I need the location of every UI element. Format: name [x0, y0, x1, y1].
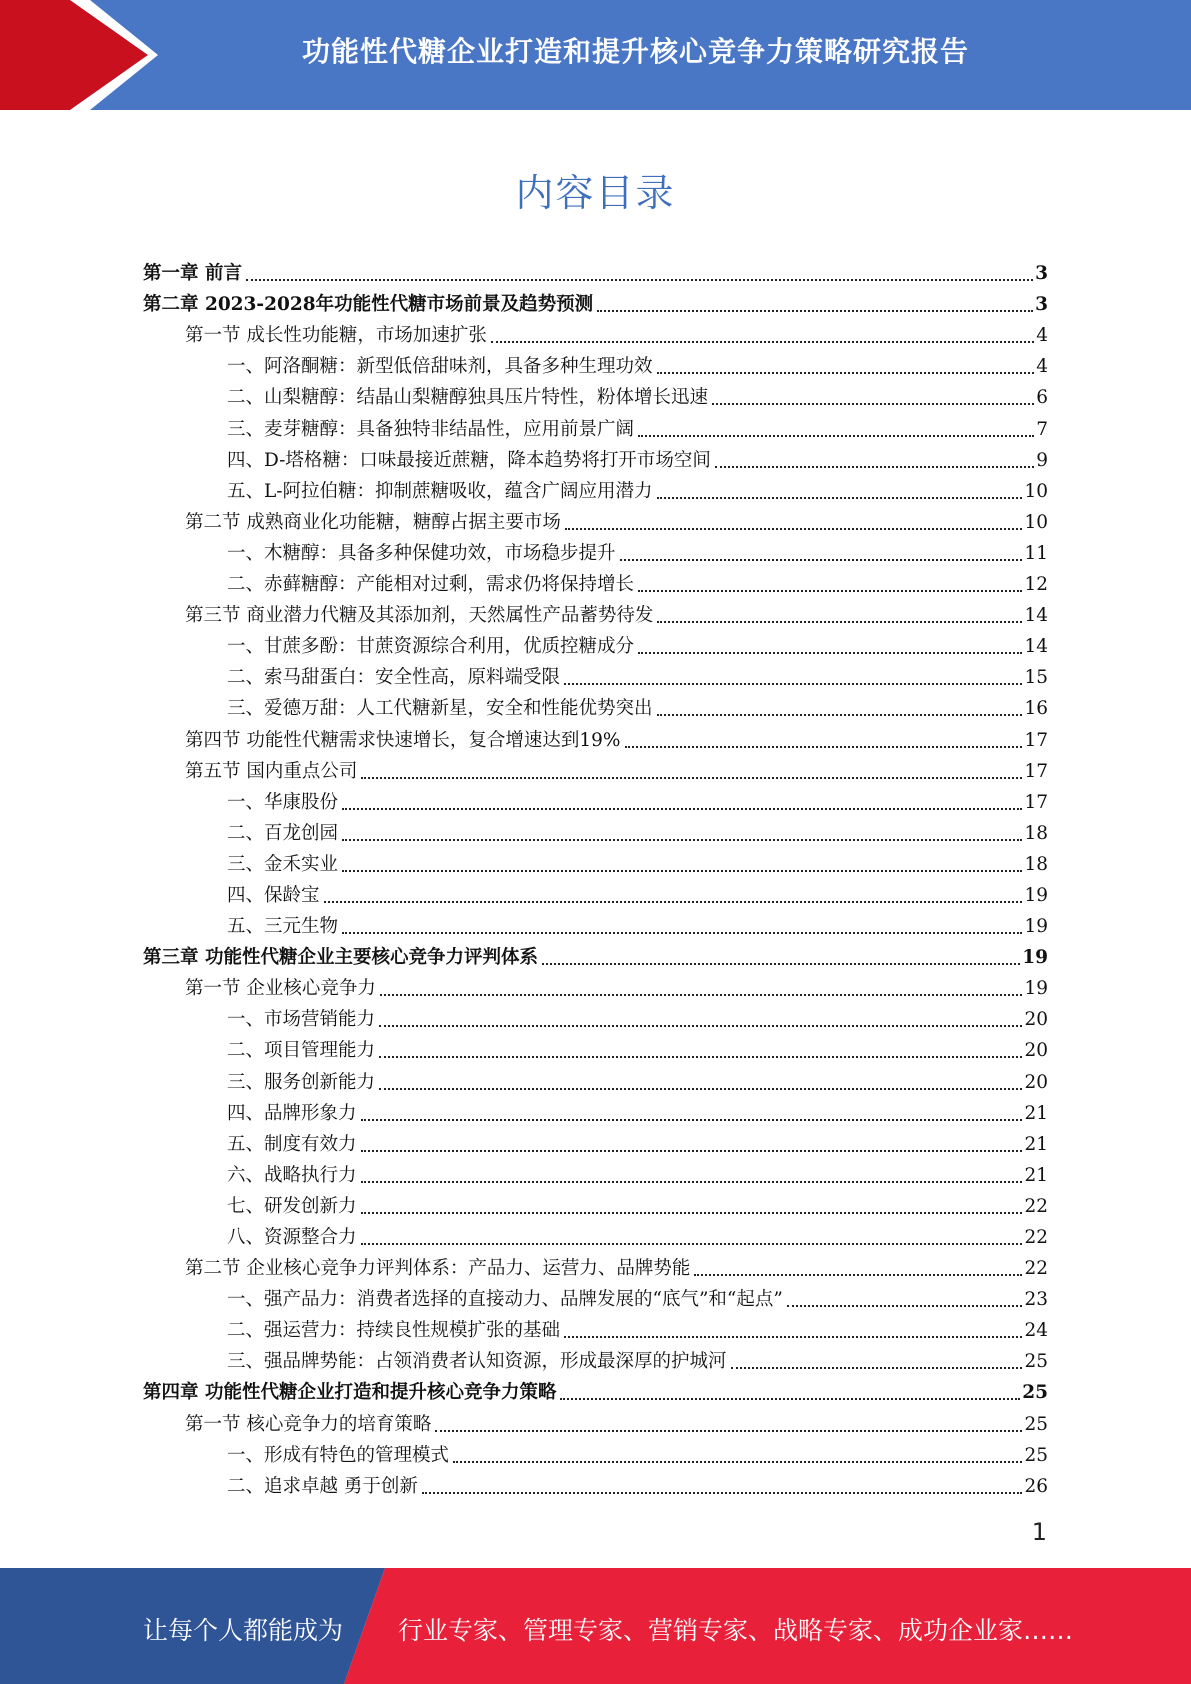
toc-entry-page: 7 [1036, 418, 1048, 440]
toc-entry-label: 三、爱德万甜：人工代糖新星，安全和性能优势突出 [227, 698, 653, 720]
toc-entry-label: 一、甘蔗多酚：甘蔗资源综合利用，优质控糖成分 [227, 636, 635, 658]
toc-entry[interactable] [143, 627, 1048, 658]
dot-leader [694, 1274, 1022, 1276]
toc-entry[interactable] [143, 378, 1048, 409]
toc-entry-label: 第五节 国内重点公司 [185, 760, 358, 782]
toc-entry[interactable] [143, 441, 1048, 472]
toc-entry-label: 一、强产品力：消费者选择的直接动力、品牌发展的“底气”和“起点” [227, 1289, 783, 1311]
dot-leader [342, 808, 1022, 810]
toc-entry-label: 三、麦芽糖醇：具备独特非结晶性，应用前景广阔 [227, 418, 635, 440]
toc-entry-page: 16 [1024, 698, 1048, 720]
toc-entry-page: 17 [1024, 791, 1048, 813]
toc-entry[interactable] [143, 969, 1048, 1000]
dot-leader [638, 652, 1022, 654]
dot-leader [657, 497, 1023, 499]
toc-entry[interactable] [143, 1311, 1048, 1342]
toc-entry[interactable] [143, 285, 1048, 316]
toc-entry-page: 20 [1024, 1009, 1048, 1031]
toc-entry[interactable] [143, 1156, 1048, 1187]
toc-entry-label: 三、金禾实业 [227, 853, 339, 875]
toc-entry-label: 二、山梨糖醇：结晶山梨糖醇独具压片特性，粉体增长迅速 [227, 387, 709, 409]
toc-entry-page: 10 [1024, 480, 1048, 502]
toc-entry[interactable] [143, 1000, 1048, 1031]
toc-entry-label: 五、L-阿拉伯糖：抑制蔗糖吸收，蕴含广阔应用潜力 [227, 480, 653, 502]
dot-leader [657, 714, 1023, 716]
toc-entry-page: 11 [1024, 542, 1048, 564]
toc-entry-page: 3 [1035, 294, 1048, 316]
toc-entry[interactable] [143, 1062, 1048, 1093]
toc-entry-page: 6 [1036, 387, 1048, 409]
toc-entry[interactable] [143, 720, 1048, 751]
toc-entry-page: 19 [1024, 916, 1048, 938]
toc-entry[interactable] [143, 658, 1048, 689]
toc-entry-label: 四、D-塔格糖：口味最接近蔗糖，降本趋势将打开市场空间 [227, 449, 711, 471]
toc-entry-label: 四、品牌形象力 [227, 1102, 357, 1124]
toc-entry-label: 第四章 功能性代糖企业打造和提升核心竞争力策略 [143, 1382, 557, 1404]
toc-entry[interactable] [143, 814, 1048, 845]
table-of-contents [143, 254, 1048, 1498]
footer-slogan-left: 让每个人都能成为 [143, 1616, 344, 1645]
page-number: 1 [1031, 1518, 1047, 1546]
toc-entry-label: 五、制度有效力 [227, 1133, 357, 1155]
dot-leader [564, 1336, 1022, 1338]
dot-leader [361, 1181, 1023, 1183]
toc-entry-page: 25 [1024, 1351, 1048, 1373]
dot-leader [246, 279, 1033, 281]
dot-leader [731, 1367, 1023, 1369]
toc-entry[interactable] [143, 565, 1048, 596]
toc-entry-label: 第一节 企业核心竞争力 [185, 978, 376, 1000]
footer-banner [0, 1568, 1191, 1684]
toc-entry-label: 第二节 企业核心竞争力评判体系：产品力、运营力、品牌势能 [185, 1258, 691, 1280]
dot-leader [657, 621, 1022, 623]
dot-leader [342, 870, 1022, 872]
toc-entry[interactable] [143, 845, 1048, 876]
dot-leader [342, 932, 1022, 934]
toc-entry-page: 22 [1024, 1195, 1048, 1217]
dot-leader [712, 403, 1034, 405]
toc-entry-page: 12 [1024, 574, 1048, 596]
toc-entry-label: 第二节 成熟商业化功能糖，糖醇占据主要市场 [185, 511, 561, 533]
toc-entry-page: 10 [1024, 511, 1048, 533]
toc-entry-label: 一、阿洛酮糖：新型低倍甜味剂，具备多种生理功效 [227, 356, 653, 378]
toc-entry-label: 二、项目管理能力 [227, 1040, 376, 1062]
toc-entry[interactable] [143, 316, 1048, 347]
dot-leader [380, 994, 1023, 996]
toc-entry-label: 一、华康股份 [227, 791, 339, 813]
toc-entry[interactable] [143, 503, 1048, 534]
toc-entry[interactable] [143, 1031, 1048, 1062]
toc-entry[interactable] [143, 1280, 1048, 1311]
toc-entry-page: 9 [1036, 449, 1048, 471]
toc-entry[interactable] [143, 254, 1048, 285]
dot-leader [715, 466, 1034, 468]
toc-entry-label: 二、强运营力：持续良性规模扩张的基础 [227, 1320, 561, 1342]
toc-entry[interactable] [143, 1187, 1048, 1218]
footer-slogan-right: 行业专家、管理专家、营销专家、战略专家、成功企业家…… [398, 1616, 1074, 1645]
toc-entry-label: 第二章 2023-2028年功能性代糖市场前景及趋势预测 [143, 294, 594, 316]
toc-entry[interactable] [143, 783, 1048, 814]
dot-leader [342, 839, 1022, 841]
toc-entry-page: 22 [1024, 1227, 1048, 1248]
dot-leader [638, 435, 1034, 437]
toc-entry-label: 三、服务创新能力 [227, 1071, 376, 1093]
toc-entry-label: 一、木糖醇：具备多种保健功效，市场稳步提升 [227, 542, 616, 564]
toc-entry[interactable] [143, 409, 1048, 440]
toc-entry[interactable] [143, 1249, 1048, 1280]
toc-entry[interactable] [143, 534, 1048, 565]
toc-entry[interactable] [143, 938, 1048, 969]
toc-entry-page: 22 [1024, 1258, 1048, 1280]
dot-leader [560, 1398, 1020, 1400]
dot-leader [542, 963, 1020, 965]
toc-entry-label: 四、保龄宝 [227, 884, 320, 906]
toc-entry-page: 21 [1024, 1164, 1048, 1186]
toc-entry-page: 25 [1024, 1413, 1048, 1435]
toc-entry-page: 19 [1022, 947, 1048, 969]
toc-entry[interactable] [143, 1125, 1048, 1156]
toc-entry[interactable] [143, 347, 1048, 378]
toc-entry-page: 4 [1036, 356, 1048, 378]
toc-entry[interactable] [143, 689, 1048, 720]
toc-entry-page: 20 [1024, 1040, 1048, 1062]
toc-entry[interactable] [143, 1373, 1048, 1404]
toc-entry-page: 19 [1024, 884, 1048, 906]
dot-leader [379, 1088, 1022, 1090]
toc-entry[interactable] [143, 472, 1048, 503]
toc-entry-label: 二、索马甜蛋白：安全性高，原料端受限 [227, 667, 561, 689]
toc-entry-label: 二、追求卓越 勇于创新 [227, 1475, 418, 1497]
dot-leader [435, 1430, 1022, 1432]
dot-leader [787, 1305, 1023, 1307]
toc-entry-page: 15 [1024, 667, 1048, 689]
toc-entry-label: 一、形成有特色的管理模式 [227, 1444, 450, 1466]
toc-entry-label: 三、强品牌势能：占领消费者认知资源，形成最深厚的护城河 [227, 1351, 727, 1373]
toc-entry-label: 七、研发创新力 [227, 1195, 357, 1217]
toc-entry[interactable] [143, 907, 1048, 938]
toc-entry-page: 17 [1024, 729, 1048, 751]
toc-entry-label: 第一节 成长性功能糖，市场加速扩张 [185, 325, 487, 347]
toc-entry-label: 六、战略执行力 [227, 1164, 357, 1186]
dot-leader [379, 1056, 1022, 1058]
toc-entry-label: 二、赤藓糖醇：产能相对过剩，需求仍将保持增长 [227, 574, 635, 596]
toc-heading: 内容目录 [515, 171, 676, 215]
toc-entry-page: 25 [1022, 1382, 1048, 1404]
header-banner [0, 0, 1191, 110]
toc-entry[interactable] [143, 876, 1048, 907]
toc-entry[interactable] [143, 596, 1048, 627]
dot-leader [361, 1119, 1023, 1121]
toc-entry-label: 第一节 核心竞争力的培育策略 [185, 1413, 432, 1435]
dot-leader [324, 901, 1023, 903]
toc-entry-label: 第三章 功能性代糖企业主要核心竞争力评判体系 [143, 947, 538, 969]
toc-entry[interactable] [143, 1218, 1048, 1249]
toc-entry-page: 18 [1024, 853, 1048, 875]
report-title: 功能性代糖企业打造和提升核心竞争力策略研究报告 [301, 35, 969, 68]
toc-entry-page: 17 [1024, 760, 1048, 782]
toc-entry-label: 一、市场营销能力 [227, 1009, 376, 1031]
dot-leader [453, 1461, 1022, 1463]
dot-leader [491, 341, 1034, 343]
toc-entry[interactable] [143, 1404, 1048, 1435]
dot-leader [422, 1492, 1023, 1494]
dot-leader [565, 528, 1023, 530]
dot-leader [361, 1212, 1023, 1214]
dot-leader [379, 1025, 1022, 1027]
toc-entry-page: 18 [1024, 822, 1048, 844]
toc-entry[interactable] [143, 1467, 1048, 1498]
dot-leader [564, 683, 1022, 685]
dot-leader [361, 1243, 1023, 1245]
dot-leader [657, 372, 1035, 374]
toc-entry-page: 23 [1024, 1289, 1048, 1311]
toc-entry-page: 21 [1024, 1102, 1048, 1124]
toc-entry-page: 26 [1024, 1475, 1048, 1497]
toc-entry[interactable] [143, 1436, 1048, 1467]
dot-leader [638, 590, 1022, 592]
toc-entry[interactable] [143, 1094, 1048, 1125]
toc-entry-page: 14 [1024, 636, 1048, 658]
toc-entry-label: 八、资源整合力 [227, 1227, 357, 1248]
toc-entry-label: 第四节 功能性代糖需求快速增长，复合增速达到19% [185, 729, 621, 751]
toc-entry-page: 20 [1024, 1071, 1048, 1093]
toc-entry-page: 4 [1036, 325, 1048, 347]
dot-leader [625, 746, 1023, 748]
toc-entry-label: 五、三元生物 [227, 916, 339, 938]
toc-entry[interactable] [143, 1342, 1048, 1373]
toc-entry-label: 二、百龙创园 [227, 822, 339, 844]
dot-leader [361, 1150, 1023, 1152]
toc-entry-label: 第三节 商业潜力代糖及其添加剂，天然属性产品蓄势待发 [185, 605, 654, 627]
toc-entry-page: 25 [1024, 1444, 1048, 1466]
toc-entry-page: 3 [1035, 263, 1048, 285]
toc-entry[interactable] [143, 752, 1048, 783]
toc-entry-page: 21 [1024, 1133, 1048, 1155]
toc-entry-label: 第一章 前言 [143, 263, 242, 285]
toc-entry-page: 24 [1024, 1320, 1048, 1342]
dot-leader [361, 777, 1022, 779]
dot-leader [620, 559, 1023, 561]
dot-leader [597, 310, 1033, 312]
toc-entry-page: 14 [1024, 605, 1048, 627]
toc-entry-page: 19 [1024, 978, 1048, 1000]
